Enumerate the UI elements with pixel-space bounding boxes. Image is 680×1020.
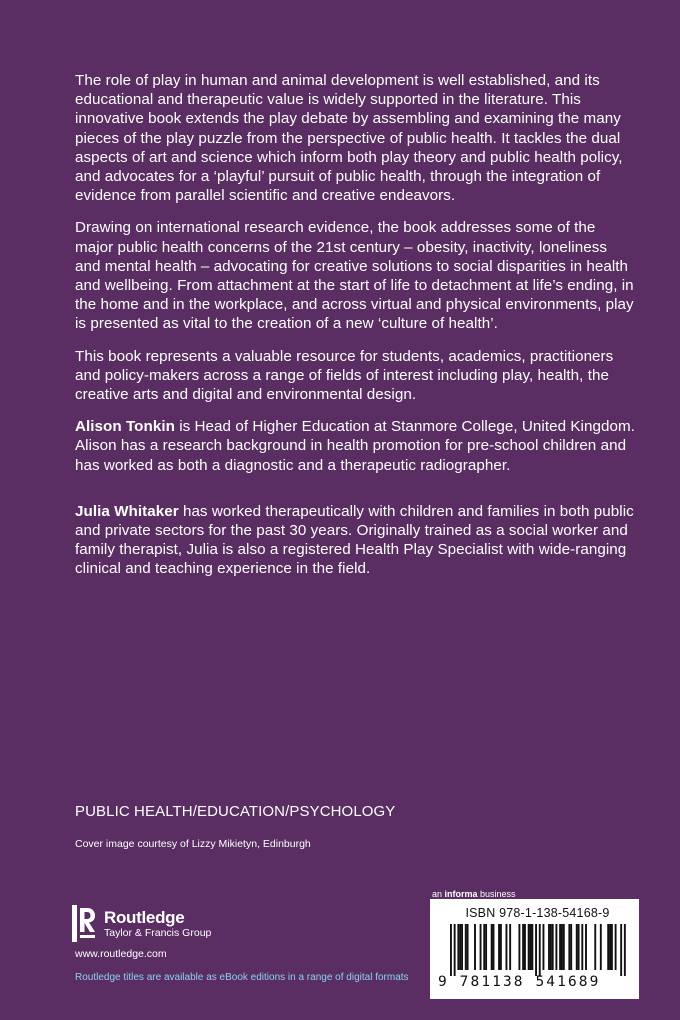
publisher-logo	[72, 904, 211, 942]
barcode-bar	[600, 924, 602, 970]
barcode-bar	[581, 924, 583, 970]
barcode-bar	[611, 924, 613, 970]
blurb-paragraph-2: Drawing on international research evidence, the book addresses some of the major public health concerns of the 21st century – obesity, inactivity, loneliness and mental health – advocating for creative solutions to social disparities in health and wellbeing. From attachment at the start of life to detachment at life’s ending, in the home and in the workplace, and across virtual and physical environments, play is presented as vital to the creation of a new ‘culture of health’.	[75, 219, 634, 333]
informa-prefix: an	[432, 889, 445, 899]
barcode-bar	[459, 924, 461, 970]
barcode-bar	[607, 924, 609, 970]
barcode-bar	[563, 924, 565, 970]
barcode-bar	[474, 924, 476, 970]
blurb-paragraph-1: The role of play in human and animal development is well established, and its educational and therapeutic value is widely supported in the literature. This innovative book extends the play debate by assembling and examining the many pieces of the play puzzle from the perspective of public health. It tackles the dual aspects of art and science which inform both play theory and public health policy, and advocates for a ‘playful’ pursuit of public health, through the integration of evidence from parallel scientific and creative endeavors.	[75, 72, 623, 205]
barcode-bar	[555, 924, 557, 970]
barcode-bar	[528, 924, 530, 970]
barcode-bar	[461, 924, 463, 970]
cover-image-credit: Cover image courtesy of Lizzy Mikietyn, Edinburgh	[75, 838, 311, 850]
barcode-bar	[465, 924, 467, 970]
barcode-bar	[500, 924, 502, 970]
author-name-2: Julia Whitaker	[75, 502, 179, 520]
author-bio-1	[75, 417, 635, 475]
author-name-1: Alison Tonkin	[75, 418, 175, 436]
publisher-website: www.routledge.com	[75, 948, 167, 960]
barcode-bar	[561, 924, 563, 970]
author-bio-text-1: is Head of Higher Education at Stanmore College, United Kingdom. Alison has a research background in health promotion for pre-school children and has worked as both a diagnostic and a therapeutic radiographer.	[75, 418, 635, 474]
barcode-bar	[585, 924, 587, 970]
informa-business-label	[432, 889, 516, 899]
barcode-bars	[438, 924, 631, 976]
publisher-group: Taylor & Francis Group	[104, 926, 212, 939]
barcode-bar	[509, 924, 511, 970]
barcode-bar	[522, 924, 524, 970]
barcode-bar	[498, 924, 500, 970]
barcode-bar	[552, 924, 554, 970]
routledge-r-icon	[72, 905, 96, 942]
barcode-bar	[539, 924, 541, 976]
barcode-bar	[548, 924, 550, 970]
barcode-bar	[491, 924, 493, 970]
barcode-bar	[531, 924, 533, 970]
barcode-bar	[594, 924, 596, 970]
author-bio-2	[75, 502, 635, 579]
barcode-bar	[450, 924, 452, 976]
barcode-bar	[493, 924, 495, 970]
barcode-digits: 9 781138 541689	[438, 974, 601, 990]
barcode-bar	[570, 924, 572, 970]
barcode-bar	[568, 924, 570, 970]
barcode-bar	[535, 924, 537, 976]
publisher-name: Routledge	[104, 907, 185, 927]
barcode-bar	[543, 924, 545, 970]
barcode-bar	[485, 924, 487, 970]
barcode-bar	[576, 924, 578, 970]
barcode-bar	[518, 924, 520, 970]
barcode-bar	[506, 924, 508, 970]
blurb-paragraph-3: This book represents a valuable resource for students, academics, practitioners and policy-makers across a range of fields of interest including play, health, the creative arts and digital and environmental design.	[75, 347, 614, 404]
barcode-bar	[609, 924, 611, 970]
barcode-bar	[550, 924, 552, 970]
barcode-bar	[457, 924, 459, 970]
barcode-bar	[559, 924, 561, 970]
barcode-bar	[524, 924, 526, 970]
barcode-bar	[620, 924, 622, 976]
informa-brand: informa	[444, 889, 478, 899]
barcode-bar	[467, 924, 469, 970]
author-bio-text-2: has worked therapeutically with children and families in both public and private sectors for the past 30 years. Originally trained as a social worker and family therapist, Julia is also a registered Health Play Specialist with wide-ranging clinical and teaching experience in the field.	[75, 502, 634, 578]
back-cover-blurb	[75, 71, 635, 592]
barcode-bar	[624, 924, 626, 976]
barcode-bar	[530, 924, 532, 970]
informa-suffix: business	[477, 889, 516, 899]
barcode-bar	[480, 924, 482, 970]
subject-category: PUBLIC HEALTH/EDUCATION/PSYCHOLOGY	[75, 803, 396, 820]
isbn-barcode	[430, 899, 639, 999]
ebook-note: Routledge titles are available as eBook editions in a range of digital formats	[75, 972, 409, 983]
isbn-label: ISBN 978-1-138-54168-9	[465, 906, 610, 920]
barcode-bar	[483, 924, 485, 970]
barcode-bar	[454, 924, 456, 976]
barcode-bar	[615, 924, 617, 970]
barcode-bar	[578, 924, 580, 970]
